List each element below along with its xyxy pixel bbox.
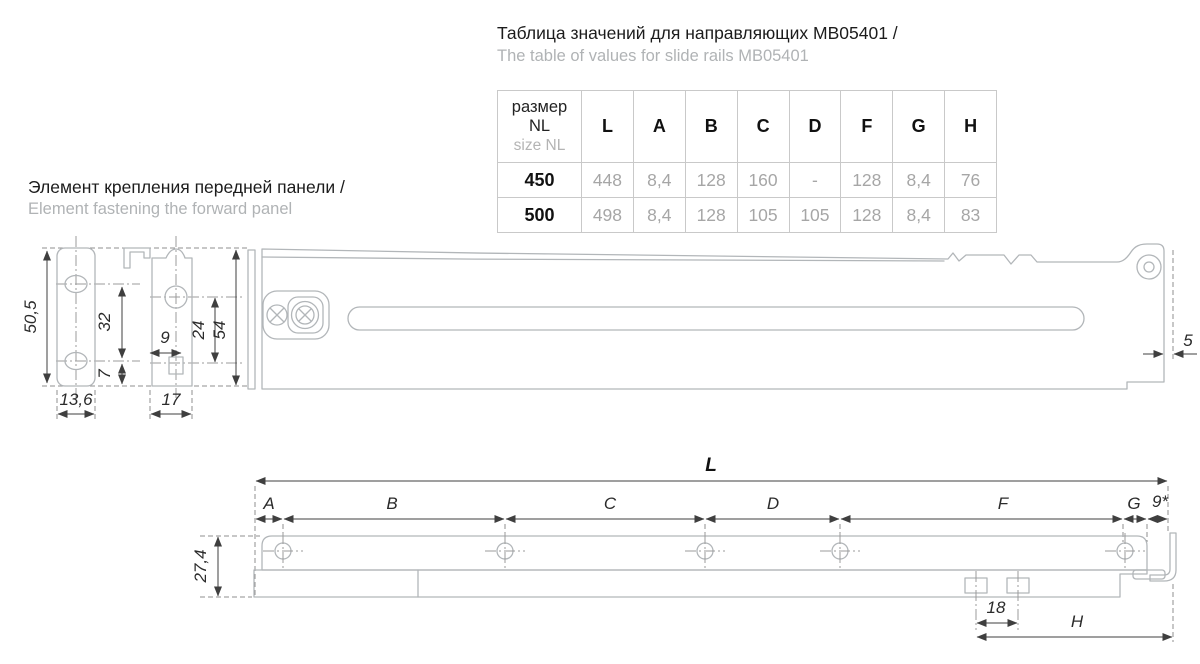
col-header-H: H	[945, 91, 997, 163]
value-cell: 448	[582, 163, 634, 198]
table-row-450	[498, 163, 997, 198]
dim-seg-a: A	[263, 494, 275, 513]
rail-long-slot	[348, 307, 1084, 330]
col-header-F: F	[841, 91, 893, 163]
size-cell: 500	[498, 198, 582, 233]
bracket-body	[152, 249, 192, 386]
col-header-L: L	[582, 91, 634, 163]
dim-slot-pitch: 18	[986, 598, 1006, 617]
rail-front-flange	[248, 250, 255, 389]
value-cell: 128	[841, 163, 893, 198]
size-header-ru-line2: NL	[528, 117, 551, 135]
bracket-hook	[124, 248, 150, 268]
value-cell: 160	[737, 163, 789, 198]
dim-bracket-hole-spacing: 24	[189, 320, 208, 340]
value-cell: 498	[582, 198, 634, 233]
col-header-D: D	[789, 91, 841, 163]
table-title-en: The table of values for slide rails MB05401	[497, 47, 809, 65]
dim-seg-f: F	[997, 494, 1009, 513]
dim-bracket-width: 17	[161, 390, 181, 409]
dim-seg-b: B	[386, 494, 398, 513]
dim-plate-height: 50,5	[21, 300, 40, 334]
dimensions-bottom	[191, 455, 1172, 637]
dim-seg-end: 9*	[1151, 492, 1169, 511]
value-cell: 105	[737, 198, 789, 233]
dim-rear-gap: 5	[1183, 331, 1193, 350]
rear-roller	[1137, 255, 1161, 279]
table-row-500	[498, 198, 997, 233]
dim-hole-spacing: 32	[95, 312, 114, 332]
value-cell: 76	[945, 163, 997, 198]
bracket-side-view	[124, 248, 192, 386]
element-title-ru: Элемент крепления передней панели /	[28, 177, 345, 197]
col-header-G: G	[893, 91, 945, 163]
value-cell: 128	[685, 163, 737, 198]
rear-flange-hook	[1150, 533, 1176, 581]
dim-plate-width: 13,6	[59, 390, 93, 409]
dim-overall-length: L	[705, 455, 717, 476]
size-header-cell	[498, 91, 582, 163]
table-header-row	[498, 91, 997, 163]
size-header-en: size NL	[513, 137, 566, 154]
value-cell: 128	[685, 198, 737, 233]
col-header-C: C	[737, 91, 789, 163]
table-title-ru: Таблица значений для направляющих МВ05401 /	[497, 23, 898, 43]
dim-bracket-slot-offset: 9	[160, 328, 170, 347]
dim-hole-bottom-offset: 7	[95, 369, 114, 379]
values-table	[497, 90, 997, 233]
dim-rail-height: 27,4	[191, 549, 210, 583]
size-cell: 450	[498, 163, 582, 198]
rail-body	[262, 244, 1164, 389]
value-cell: 8,4	[893, 163, 945, 198]
rail-side-view	[248, 244, 1164, 389]
dim-seg-g: G	[1127, 494, 1141, 513]
col-header-B: B	[685, 91, 737, 163]
col-header-A: A	[633, 91, 685, 163]
value-cell: 8,4	[893, 198, 945, 233]
value-cell: 8,4	[633, 163, 685, 198]
construction-lines-bottom	[200, 486, 1173, 642]
value-cell: 105	[789, 198, 841, 233]
value-cell: 83	[945, 198, 997, 233]
mounting-holes	[263, 533, 1145, 569]
value-cell: 8,4	[633, 198, 685, 233]
size-header-ru-line1: размер	[511, 98, 568, 116]
value-cell: 128	[841, 198, 893, 233]
element-title-en: Element fastening the forward panel	[28, 200, 293, 218]
dim-seg-d: D	[766, 494, 780, 513]
rail-plan-view	[254, 533, 1176, 630]
dim-bracket-height: 54	[210, 320, 229, 340]
value-cell: -	[789, 163, 841, 198]
dim-rear-span: H	[1070, 612, 1084, 631]
dim-seg-c: C	[603, 494, 617, 513]
